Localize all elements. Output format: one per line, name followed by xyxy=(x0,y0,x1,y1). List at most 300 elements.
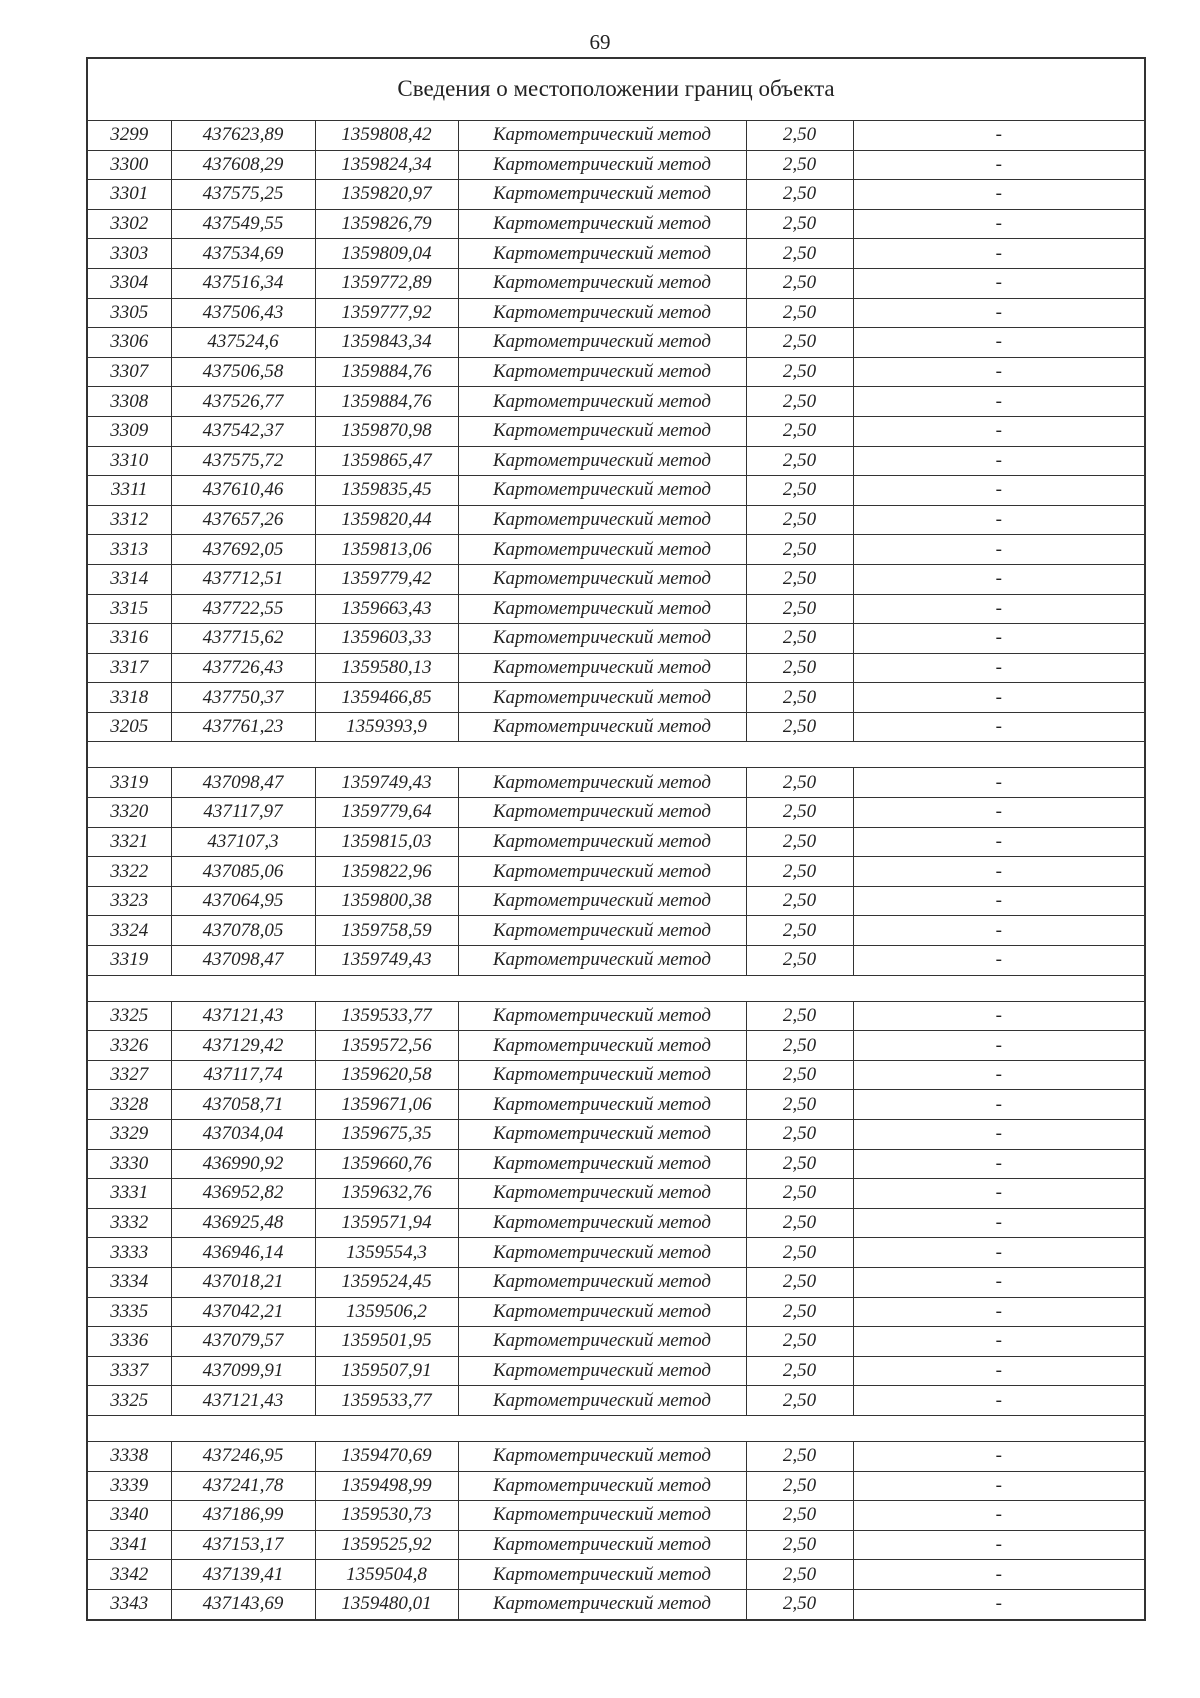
point-number-cell: 3338 xyxy=(88,1441,171,1471)
method-cell: Картометрический метод xyxy=(458,1149,746,1179)
method-cell: Картометрический метод xyxy=(458,1589,746,1619)
accuracy-cell: 2,50 xyxy=(746,328,853,358)
description-cell: - xyxy=(853,946,1144,976)
y-coordinate-cell: 1359822,96 xyxy=(315,857,458,887)
accuracy-cell: 2,50 xyxy=(746,1386,853,1416)
y-coordinate-cell: 1359675,35 xyxy=(315,1120,458,1150)
y-coordinate-cell: 1359826,79 xyxy=(315,209,458,239)
accuracy-cell: 2,50 xyxy=(746,768,853,798)
accuracy-cell: 2,50 xyxy=(746,357,853,387)
point-number-cell: 3318 xyxy=(88,683,171,713)
method-cell: Картометрический метод xyxy=(458,239,746,269)
table-row xyxy=(88,1386,1144,1416)
point-number-cell: 3336 xyxy=(88,1327,171,1357)
method-cell: Картометрический метод xyxy=(458,683,746,713)
accuracy-cell: 2,50 xyxy=(746,150,853,180)
accuracy-cell: 2,50 xyxy=(746,1179,853,1209)
y-coordinate-cell: 1359580,13 xyxy=(315,653,458,683)
x-coordinate-cell: 437715,62 xyxy=(171,624,315,654)
table-row xyxy=(88,209,1144,239)
accuracy-cell: 2,50 xyxy=(746,387,853,417)
method-cell: Картометрический метод xyxy=(458,298,746,328)
description-cell: - xyxy=(853,387,1144,417)
table-row xyxy=(88,653,1144,683)
description-cell: - xyxy=(853,416,1144,446)
description-cell: - xyxy=(853,298,1144,328)
table-row xyxy=(88,1238,1144,1268)
description-cell: - xyxy=(853,1530,1144,1560)
table-row xyxy=(88,1090,1144,1120)
x-coordinate-cell: 437064,95 xyxy=(171,886,315,916)
table-row xyxy=(88,768,1144,798)
point-number-cell: 3341 xyxy=(88,1530,171,1560)
y-coordinate-cell: 1359843,34 xyxy=(315,328,458,358)
y-coordinate-cell: 1359554,3 xyxy=(315,1238,458,1268)
y-coordinate-cell: 1359504,8 xyxy=(315,1560,458,1590)
table-row xyxy=(88,1589,1144,1619)
x-coordinate-cell: 437722,55 xyxy=(171,594,315,624)
section-separator-cell xyxy=(88,742,1144,768)
table-row xyxy=(88,946,1144,976)
x-coordinate-cell: 437608,29 xyxy=(171,150,315,180)
x-coordinate-cell: 437042,21 xyxy=(171,1297,315,1327)
accuracy-cell: 2,50 xyxy=(746,446,853,476)
point-number-cell: 3330 xyxy=(88,1149,171,1179)
y-coordinate-cell: 1359870,98 xyxy=(315,416,458,446)
point-number-cell: 3300 xyxy=(88,150,171,180)
description-cell: - xyxy=(853,1149,1144,1179)
table-row xyxy=(88,1001,1144,1031)
table-row xyxy=(88,1267,1144,1297)
point-number-cell: 3323 xyxy=(88,886,171,916)
description-cell: - xyxy=(853,328,1144,358)
description-cell: - xyxy=(853,1560,1144,1590)
table-row xyxy=(88,121,1144,150)
table-row xyxy=(88,1208,1144,1238)
accuracy-cell: 2,50 xyxy=(746,1530,853,1560)
table-row xyxy=(88,476,1144,506)
description-cell: - xyxy=(853,827,1144,857)
point-number-cell: 3310 xyxy=(88,446,171,476)
accuracy-cell: 2,50 xyxy=(746,1441,853,1471)
description-cell: - xyxy=(853,1441,1144,1471)
x-coordinate-cell: 437246,95 xyxy=(171,1441,315,1471)
accuracy-cell: 2,50 xyxy=(746,1060,853,1090)
y-coordinate-cell: 1359884,76 xyxy=(315,387,458,417)
point-number-cell: 3303 xyxy=(88,239,171,269)
accuracy-cell: 2,50 xyxy=(746,1031,853,1061)
accuracy-cell: 2,50 xyxy=(746,1501,853,1531)
y-coordinate-cell: 1359480,01 xyxy=(315,1589,458,1619)
method-cell: Картометрический метод xyxy=(458,476,746,506)
method-cell: Картометрический метод xyxy=(458,446,746,476)
x-coordinate-cell: 437143,69 xyxy=(171,1589,315,1619)
table-row xyxy=(88,239,1144,269)
x-coordinate-cell: 437018,21 xyxy=(171,1267,315,1297)
accuracy-cell: 2,50 xyxy=(746,416,853,446)
method-cell: Картометрический метод xyxy=(458,827,746,857)
x-coordinate-cell: 437506,43 xyxy=(171,298,315,328)
accuracy-cell: 2,50 xyxy=(746,1589,853,1619)
point-number-cell: 3320 xyxy=(88,798,171,828)
x-coordinate-cell: 437534,69 xyxy=(171,239,315,269)
description-cell: - xyxy=(853,564,1144,594)
method-cell: Картометрический метод xyxy=(458,1208,746,1238)
point-number-cell: 3329 xyxy=(88,1120,171,1150)
accuracy-cell: 2,50 xyxy=(746,476,853,506)
table-row xyxy=(88,328,1144,358)
y-coordinate-cell: 1359506,2 xyxy=(315,1297,458,1327)
method-cell: Картометрический метод xyxy=(458,387,746,417)
accuracy-cell: 2,50 xyxy=(746,1149,853,1179)
accuracy-cell: 2,50 xyxy=(746,827,853,857)
x-coordinate-cell: 437078,05 xyxy=(171,916,315,946)
table-row xyxy=(88,416,1144,446)
table-row xyxy=(88,180,1144,210)
x-coordinate-cell: 437099,91 xyxy=(171,1356,315,1386)
accuracy-cell: 2,50 xyxy=(746,239,853,269)
y-coordinate-cell: 1359777,92 xyxy=(315,298,458,328)
method-cell: Картометрический метод xyxy=(458,1120,746,1150)
method-cell: Картометрический метод xyxy=(458,505,746,535)
x-coordinate-cell: 436990,92 xyxy=(171,1149,315,1179)
y-coordinate-cell: 1359524,45 xyxy=(315,1267,458,1297)
method-cell: Картометрический метод xyxy=(458,768,746,798)
point-number-cell: 3311 xyxy=(88,476,171,506)
accuracy-cell: 2,50 xyxy=(746,1238,853,1268)
point-number-cell: 3325 xyxy=(88,1001,171,1031)
x-coordinate-cell: 437712,51 xyxy=(171,564,315,594)
x-coordinate-cell: 436946,14 xyxy=(171,1238,315,1268)
description-cell: - xyxy=(853,535,1144,565)
accuracy-cell: 2,50 xyxy=(746,712,853,742)
table-row xyxy=(88,1471,1144,1501)
accuracy-cell: 2,50 xyxy=(746,121,853,150)
y-coordinate-cell: 1359533,77 xyxy=(315,1386,458,1416)
point-number-cell: 3299 xyxy=(88,121,171,150)
method-cell: Картометрический метод xyxy=(458,1441,746,1471)
accuracy-cell: 2,50 xyxy=(746,683,853,713)
table-row xyxy=(88,1297,1144,1327)
description-cell: - xyxy=(853,683,1144,713)
method-cell: Картометрический метод xyxy=(458,1327,746,1357)
table-row xyxy=(88,505,1144,535)
description-cell: - xyxy=(853,1297,1144,1327)
y-coordinate-cell: 1359603,33 xyxy=(315,624,458,654)
accuracy-cell: 2,50 xyxy=(746,564,853,594)
y-coordinate-cell: 1359533,77 xyxy=(315,1001,458,1031)
y-coordinate-cell: 1359835,45 xyxy=(315,476,458,506)
accuracy-cell: 2,50 xyxy=(746,857,853,887)
accuracy-cell: 2,50 xyxy=(746,535,853,565)
method-cell: Картометрический метод xyxy=(458,416,746,446)
point-number-cell: 3339 xyxy=(88,1471,171,1501)
description-cell: - xyxy=(853,798,1144,828)
section-separator-cell xyxy=(88,975,1144,1001)
table-row xyxy=(88,1060,1144,1090)
method-cell: Картометрический метод xyxy=(458,798,746,828)
method-cell: Картометрический метод xyxy=(458,946,746,976)
section-separator-cell xyxy=(88,1415,1144,1441)
method-cell: Картометрический метод xyxy=(458,357,746,387)
point-number-cell: 3340 xyxy=(88,1501,171,1531)
y-coordinate-cell: 1359525,92 xyxy=(315,1530,458,1560)
y-coordinate-cell: 1359820,44 xyxy=(315,505,458,535)
x-coordinate-cell: 437506,58 xyxy=(171,357,315,387)
y-coordinate-cell: 1359393,9 xyxy=(315,712,458,742)
description-cell: - xyxy=(853,239,1144,269)
y-coordinate-cell: 1359800,38 xyxy=(315,886,458,916)
x-coordinate-cell: 437186,99 xyxy=(171,1501,315,1531)
x-coordinate-cell: 436952,82 xyxy=(171,1179,315,1209)
y-coordinate-cell: 1359772,89 xyxy=(315,268,458,298)
point-number-cell: 3309 xyxy=(88,416,171,446)
y-coordinate-cell: 1359572,56 xyxy=(315,1031,458,1061)
x-coordinate-cell: 437079,57 xyxy=(171,1327,315,1357)
method-cell: Картометрический метод xyxy=(458,328,746,358)
description-cell: - xyxy=(853,446,1144,476)
method-cell: Картометрический метод xyxy=(458,653,746,683)
accuracy-cell: 2,50 xyxy=(746,180,853,210)
method-cell: Картометрический метод xyxy=(458,712,746,742)
y-coordinate-cell: 1359815,03 xyxy=(315,827,458,857)
y-coordinate-cell: 1359813,06 xyxy=(315,535,458,565)
y-coordinate-cell: 1359749,43 xyxy=(315,768,458,798)
boundary-table-sheet xyxy=(86,57,1146,1621)
table-row xyxy=(88,594,1144,624)
x-coordinate-cell: 437117,97 xyxy=(171,798,315,828)
table-row xyxy=(88,564,1144,594)
x-coordinate-cell: 437516,34 xyxy=(171,268,315,298)
table-row xyxy=(88,1501,1144,1531)
y-coordinate-cell: 1359632,76 xyxy=(315,1179,458,1209)
accuracy-cell: 2,50 xyxy=(746,1090,853,1120)
point-number-cell: 3333 xyxy=(88,1238,171,1268)
y-coordinate-cell: 1359660,76 xyxy=(315,1149,458,1179)
table-row xyxy=(88,446,1144,476)
method-cell: Картометрический метод xyxy=(458,1238,746,1268)
method-cell: Картометрический метод xyxy=(458,624,746,654)
accuracy-cell: 2,50 xyxy=(746,653,853,683)
method-cell: Картометрический метод xyxy=(458,1297,746,1327)
point-number-cell: 3343 xyxy=(88,1589,171,1619)
y-coordinate-cell: 1359779,64 xyxy=(315,798,458,828)
y-coordinate-cell: 1359820,97 xyxy=(315,180,458,210)
x-coordinate-cell: 437623,89 xyxy=(171,121,315,150)
method-cell: Картометрический метод xyxy=(458,886,746,916)
method-cell: Картометрический метод xyxy=(458,180,746,210)
method-cell: Картометрический метод xyxy=(458,1471,746,1501)
description-cell: - xyxy=(853,1060,1144,1090)
point-number-cell: 3315 xyxy=(88,594,171,624)
method-cell: Картометрический метод xyxy=(458,1267,746,1297)
table-row xyxy=(88,1356,1144,1386)
point-number-cell: 3331 xyxy=(88,1179,171,1209)
x-coordinate-cell: 436925,48 xyxy=(171,1208,315,1238)
table-row xyxy=(88,857,1144,887)
point-number-cell: 3324 xyxy=(88,916,171,946)
description-cell: - xyxy=(853,180,1144,210)
description-cell: - xyxy=(853,357,1144,387)
accuracy-cell: 2,50 xyxy=(746,886,853,916)
point-number-cell: 3302 xyxy=(88,209,171,239)
accuracy-cell: 2,50 xyxy=(746,209,853,239)
x-coordinate-cell: 437750,37 xyxy=(171,683,315,713)
table-row xyxy=(88,1031,1144,1061)
accuracy-cell: 2,50 xyxy=(746,298,853,328)
point-number-cell: 3319 xyxy=(88,768,171,798)
table-row xyxy=(88,535,1144,565)
method-cell: Картометрический метод xyxy=(458,916,746,946)
accuracy-cell: 2,50 xyxy=(746,1356,853,1386)
point-number-cell: 3205 xyxy=(88,712,171,742)
description-cell: - xyxy=(853,1589,1144,1619)
table-row xyxy=(88,387,1144,417)
method-cell: Картометрический метод xyxy=(458,1031,746,1061)
description-cell: - xyxy=(853,1090,1144,1120)
point-number-cell: 3325 xyxy=(88,1386,171,1416)
y-coordinate-cell: 1359671,06 xyxy=(315,1090,458,1120)
description-cell: - xyxy=(853,1501,1144,1531)
x-coordinate-cell: 437610,46 xyxy=(171,476,315,506)
description-cell: - xyxy=(853,916,1144,946)
method-cell: Картометрический метод xyxy=(458,594,746,624)
y-coordinate-cell: 1359507,91 xyxy=(315,1356,458,1386)
section-separator-row xyxy=(88,975,1144,1001)
y-coordinate-cell: 1359470,69 xyxy=(315,1441,458,1471)
description-cell: - xyxy=(853,476,1144,506)
x-coordinate-cell: 437575,25 xyxy=(171,180,315,210)
accuracy-cell: 2,50 xyxy=(746,798,853,828)
y-coordinate-cell: 1359663,43 xyxy=(315,594,458,624)
description-cell: - xyxy=(853,121,1144,150)
point-number-cell: 3307 xyxy=(88,357,171,387)
point-number-cell: 3301 xyxy=(88,180,171,210)
point-number-cell: 3326 xyxy=(88,1031,171,1061)
description-cell: - xyxy=(853,594,1144,624)
method-cell: Картометрический метод xyxy=(458,1386,746,1416)
point-number-cell: 3334 xyxy=(88,1267,171,1297)
accuracy-cell: 2,50 xyxy=(746,946,853,976)
description-cell: - xyxy=(853,1267,1144,1297)
accuracy-cell: 2,50 xyxy=(746,1327,853,1357)
method-cell: Картометрический метод xyxy=(458,121,746,150)
x-coordinate-cell: 437117,74 xyxy=(171,1060,315,1090)
table-caption: Сведения о местоположении границ объекта xyxy=(88,59,1144,121)
description-cell: - xyxy=(853,653,1144,683)
point-number-cell: 3313 xyxy=(88,535,171,565)
table-row xyxy=(88,916,1144,946)
method-cell: Картометрический метод xyxy=(458,535,746,565)
table-row xyxy=(88,1149,1144,1179)
table-row xyxy=(88,1441,1144,1471)
description-cell: - xyxy=(853,1120,1144,1150)
accuracy-cell: 2,50 xyxy=(746,505,853,535)
method-cell: Картометрический метод xyxy=(458,1501,746,1531)
x-coordinate-cell: 437121,43 xyxy=(171,1386,315,1416)
point-number-cell: 3304 xyxy=(88,268,171,298)
method-cell: Картометрический метод xyxy=(458,268,746,298)
method-cell: Картометрический метод xyxy=(458,564,746,594)
description-cell: - xyxy=(853,1238,1144,1268)
y-coordinate-cell: 1359530,73 xyxy=(315,1501,458,1531)
y-coordinate-cell: 1359501,95 xyxy=(315,1327,458,1357)
accuracy-cell: 2,50 xyxy=(746,594,853,624)
method-cell: Картометрический метод xyxy=(458,1179,746,1209)
x-coordinate-cell: 437761,23 xyxy=(171,712,315,742)
y-coordinate-cell: 1359498,99 xyxy=(315,1471,458,1501)
x-coordinate-cell: 437098,47 xyxy=(171,768,315,798)
y-coordinate-cell: 1359466,85 xyxy=(315,683,458,713)
table-row xyxy=(88,357,1144,387)
table-row xyxy=(88,298,1144,328)
y-coordinate-cell: 1359824,34 xyxy=(315,150,458,180)
point-number-cell: 3337 xyxy=(88,1356,171,1386)
x-coordinate-cell: 437058,71 xyxy=(171,1090,315,1120)
point-number-cell: 3321 xyxy=(88,827,171,857)
y-coordinate-cell: 1359865,47 xyxy=(315,446,458,476)
description-cell: - xyxy=(853,150,1144,180)
accuracy-cell: 2,50 xyxy=(746,1560,853,1590)
boundary-coordinates-table xyxy=(88,121,1144,1620)
y-coordinate-cell: 1359758,59 xyxy=(315,916,458,946)
x-coordinate-cell: 437121,43 xyxy=(171,1001,315,1031)
page-number: 69 xyxy=(589,30,611,54)
accuracy-cell: 2,50 xyxy=(746,916,853,946)
x-coordinate-cell: 437098,47 xyxy=(171,946,315,976)
point-number-cell: 3305 xyxy=(88,298,171,328)
table-row xyxy=(88,1327,1144,1357)
table-row xyxy=(88,827,1144,857)
method-cell: Картометрический метод xyxy=(458,1060,746,1090)
x-coordinate-cell: 437241,78 xyxy=(171,1471,315,1501)
accuracy-cell: 2,50 xyxy=(746,268,853,298)
x-coordinate-cell: 437139,41 xyxy=(171,1560,315,1590)
point-number-cell: 3317 xyxy=(88,653,171,683)
description-cell: - xyxy=(853,1208,1144,1238)
description-cell: - xyxy=(853,268,1144,298)
accuracy-cell: 2,50 xyxy=(746,1208,853,1238)
table-row xyxy=(88,886,1144,916)
x-coordinate-cell: 437549,55 xyxy=(171,209,315,239)
description-cell: - xyxy=(853,624,1144,654)
description-cell: - xyxy=(853,505,1144,535)
point-number-cell: 3332 xyxy=(88,1208,171,1238)
table-row xyxy=(88,268,1144,298)
point-number-cell: 3308 xyxy=(88,387,171,417)
accuracy-cell: 2,50 xyxy=(746,1471,853,1501)
method-cell: Картометрический метод xyxy=(458,1560,746,1590)
y-coordinate-cell: 1359808,42 xyxy=(315,121,458,150)
x-coordinate-cell: 437034,04 xyxy=(171,1120,315,1150)
description-cell: - xyxy=(853,209,1144,239)
table-body xyxy=(88,121,1144,1619)
accuracy-cell: 2,50 xyxy=(746,1267,853,1297)
y-coordinate-cell: 1359749,43 xyxy=(315,946,458,976)
point-number-cell: 3335 xyxy=(88,1297,171,1327)
description-cell: - xyxy=(853,1356,1144,1386)
description-cell: - xyxy=(853,1031,1144,1061)
accuracy-cell: 2,50 xyxy=(746,1120,853,1150)
table-row xyxy=(88,624,1144,654)
description-cell: - xyxy=(853,712,1144,742)
x-coordinate-cell: 437129,42 xyxy=(171,1031,315,1061)
table-row xyxy=(88,683,1144,713)
x-coordinate-cell: 437657,26 xyxy=(171,505,315,535)
accuracy-cell: 2,50 xyxy=(746,624,853,654)
x-coordinate-cell: 437153,17 xyxy=(171,1530,315,1560)
table-row xyxy=(88,1179,1144,1209)
